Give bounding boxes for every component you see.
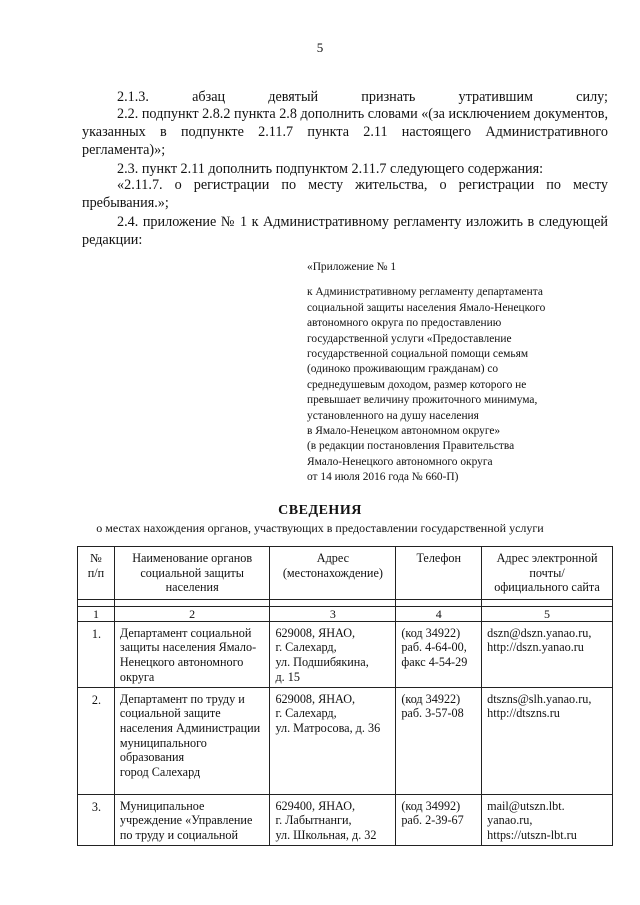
header-website: Адрес электронной почты/ официального сайта [482, 547, 613, 600]
appendix-line: установленного на душу населения [307, 409, 479, 422]
header-phone: Телефон [396, 547, 482, 600]
table-row [78, 687, 613, 794]
row-address: 629400, ЯНАО, г. Лабытнанги, ул. Школьная, д. 32 [270, 794, 396, 845]
section-subtitle: о местах нахождения органов, участвующих в предоставлении государственной услуги [96, 521, 544, 535]
appendix-line: Ямало-Ненецкого автономного округа [307, 455, 493, 468]
index-cell: 3 [270, 606, 396, 621]
paragraph-2-3: 2.3. пункт 2.11 дополнить подпунктом 2.11.7 следующего содержания: [117, 161, 544, 177]
row-organization: Муниципальное учреждение «Управление по труду и социальной [114, 794, 270, 845]
header-organization: Наименование органов социальной защиты населения [114, 547, 270, 600]
appendix-title: «Приложение № 1 [307, 261, 397, 273]
table-header-row [78, 547, 613, 600]
index-cell: 1 [78, 606, 115, 621]
appendix-line: автономного округа по предоставлению [307, 317, 502, 330]
row-number: 1. [78, 621, 115, 687]
appendix-line: государственной услуги «Предоставление [307, 332, 512, 345]
index-cell: 2 [114, 606, 270, 621]
appendix-line: от 14 июля 2016 года № 660-П) [307, 471, 459, 484]
row-address: 629008, ЯНАО, г. Салехард, ул. Подшибякина, д. 15 [270, 621, 396, 687]
header-number: № п/п [78, 547, 115, 600]
index-cell: 4 [396, 606, 482, 621]
row-number: 2. [78, 687, 115, 794]
paragraph-2-11-7: «2.11.7. о регистрации по месту жительства, о регистрации по месту пребывания.»; [82, 177, 608, 211]
row-website: mail@utszn.lbt. yanao.ru, https://utszn-lbt.ru [482, 794, 613, 845]
section-title: СВЕДЕНИЯ [278, 503, 362, 518]
row-website: dszn@dszn.yanao.ru, http://dszn.yanao.ru [482, 621, 613, 687]
appendix-line: (одиноко проживающим гражданам) со [307, 363, 499, 376]
row-organization: Департамент по труду и социальной защите населения Администрации муниципального образования город Салехард [114, 687, 270, 794]
appendix-line: превышает величину прожиточного минимума, [307, 394, 538, 407]
paragraph-2-2: 2.2. подпункт 2.8.2 пункта 2.8 дополнить словами «(за исключением документов, указанных в подпункте 2.11.7 пункта 2.11 настоящего Административного регламента)»; [82, 106, 608, 158]
organizations-table [77, 546, 613, 846]
header-address: Адрес (местонахождение) [270, 547, 396, 600]
table-index-row [78, 606, 613, 621]
paragraph-2-1-3: 2.1.3. абзац девятый признать утратившим силу; [117, 89, 608, 105]
appendix-line: (в редакции постановления Правительства [307, 440, 515, 453]
row-organization: Департамент социальной защиты населения Ямало- Ненецкого автономного округа [114, 621, 270, 687]
table-row [78, 794, 613, 845]
row-number: 3. [78, 794, 115, 845]
appendix-line: среднедушевым доходом, размер которого не [307, 378, 527, 391]
paragraph-2-4: 2.4. приложение № 1 к Административному регламенту изложить в следующей редакции: [82, 214, 608, 248]
appendix-line: к Административному регламенту департамента [307, 286, 543, 299]
appendix-line: в Ямало-Ненецком автономном округе» [307, 425, 501, 438]
appendix-line: государственной социальной помощи семьям [307, 348, 529, 361]
appendix-line: социальной защиты населения Ямало-Ненецкого [307, 301, 546, 314]
table-row [78, 621, 613, 687]
appendix-block [307, 260, 607, 486]
row-phone: (код 34922) раб. 4-64-00, факс 4-54-29 [396, 621, 482, 687]
row-phone: (код 34992) раб. 2-39-67 [396, 794, 482, 845]
row-website: dtszns@slh.yanao.ru, http://dtszns.ru [482, 687, 613, 794]
row-phone: (код 34922) раб. 3-57-08 [396, 687, 482, 794]
page-number: 5 [316, 40, 324, 55]
row-address: 629008, ЯНАО, г. Салехард, ул. Матросова, д. 36 [270, 687, 396, 794]
table-spacer-row [78, 599, 613, 606]
index-cell: 5 [482, 606, 613, 621]
